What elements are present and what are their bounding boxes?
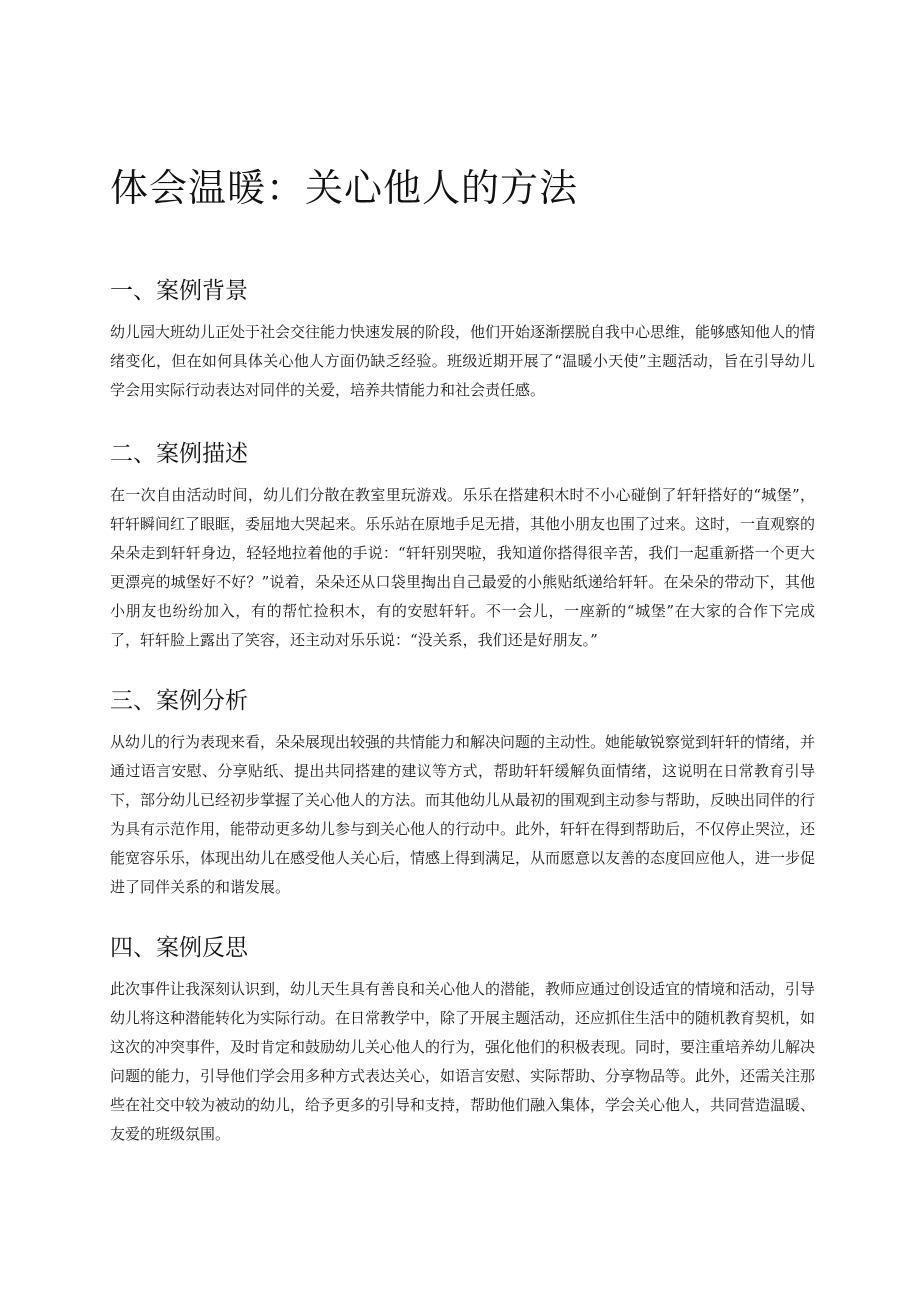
section-reflection: [110, 931, 815, 1149]
document-title: 体会温暖：关心他人的方法: [110, 166, 579, 210]
section-heading-description: 二、案例描述: [110, 441, 248, 467]
section-heading-analysis: 三、案例分析: [110, 688, 248, 714]
section-body-description: 在一次自由活动时间，幼儿们分散在教室里玩游戏。乐乐在搭建积木时不小心碰倒了轩轩搭好的“城堡”，轩轩瞬间红了眼眶，委屈地大哭起来。乐乐站在原地手足无措，其他小朋友也围了过来。这时，一直观察的朵朵走到轩轩身边，轻轻地拉着他的手说：“轩轩别哭啦，我知道你搭得很辛苦，我们一起重新搭一个更大更漂亮的城堡好不好？”说着，朵朵还从口袋里掏出自己最爱的小熊贴纸递给轩轩。在朵朵的带动下，其他小朋友也纷纷加入，有的帮忙捡积木，有的安慰轩轩。不一会儿，一座新的“城堡”在大家的合作下完成了，轩轩脸上露出了笑容，还主动对乐乐说：“没关系，我们还是好朋友。”: [110, 486, 816, 649]
section-body-background: 幼儿园大班幼儿正处于社会交往能力快速发展的阶段，他们开始逐渐摆脱自我中心思维，能够感知他人的情绪变化，但在如何具体关心他人方面仍缺乏经验。班级近期开展了“温暖小天使”主题活动，旨在引导幼儿学会用实际行动表达对同伴的关爱，培养共情能力和社会责任感。: [110, 323, 816, 399]
section-body-analysis: 从幼儿的行为表现来看，朵朵展现出较强的共情能力和解决问题的主动性。她能敏锐察觉到轩轩的情绪，并通过语言安慰、分享贴纸、提出共同搭建的建议等方式，帮助轩轩缓解负面情绪，这说明在日常教育引导下，部分幼儿已经初步掌握了关心他人的方法。而其他幼儿从最初的围观到主动参与帮助，反映出同伴的行为具有示范作用，能带动更多幼儿参与到关心他人的行动中。此外，轩轩在得到帮助后，不仅停止哭泣，还能宽容乐乐，体现出幼儿在感受他人关心后，情感上得到满足，从而愿意以友善的态度回应他人，进一步促进了同伴关系的和谐发展。: [110, 733, 816, 896]
section-description: [110, 437, 815, 655]
section-background: [110, 274, 815, 405]
section-analysis: [110, 684, 815, 902]
section-heading-reflection: 四、案例反思: [110, 935, 248, 961]
section-body-reflection: 此次事件让我深刻认识到，幼儿天生具有善良和关心他人的潜能，教师应通过创设适宜的情境和活动，引导幼儿将这种潜能转化为实际行动。在日常教学中，除了开展主题活动，还应抓住生活中的随机教育契机，如这次的冲突事件，及时肯定和鼓励幼儿关心他人的行为，强化他们的积极表现。同时，要注重培养幼儿解决问题的能力，引导他们学会用多种方式表达关心，如语言安慰、实际帮助、分享物品等。此外，还需关注那些在社交中较为被动的幼儿，给予更多的引导和支持，帮助他们融入集体，学会关心他人，共同营造温暖、友爱的班级氛围。: [110, 980, 816, 1143]
section-heading-background: 一、案例背景: [110, 278, 248, 304]
